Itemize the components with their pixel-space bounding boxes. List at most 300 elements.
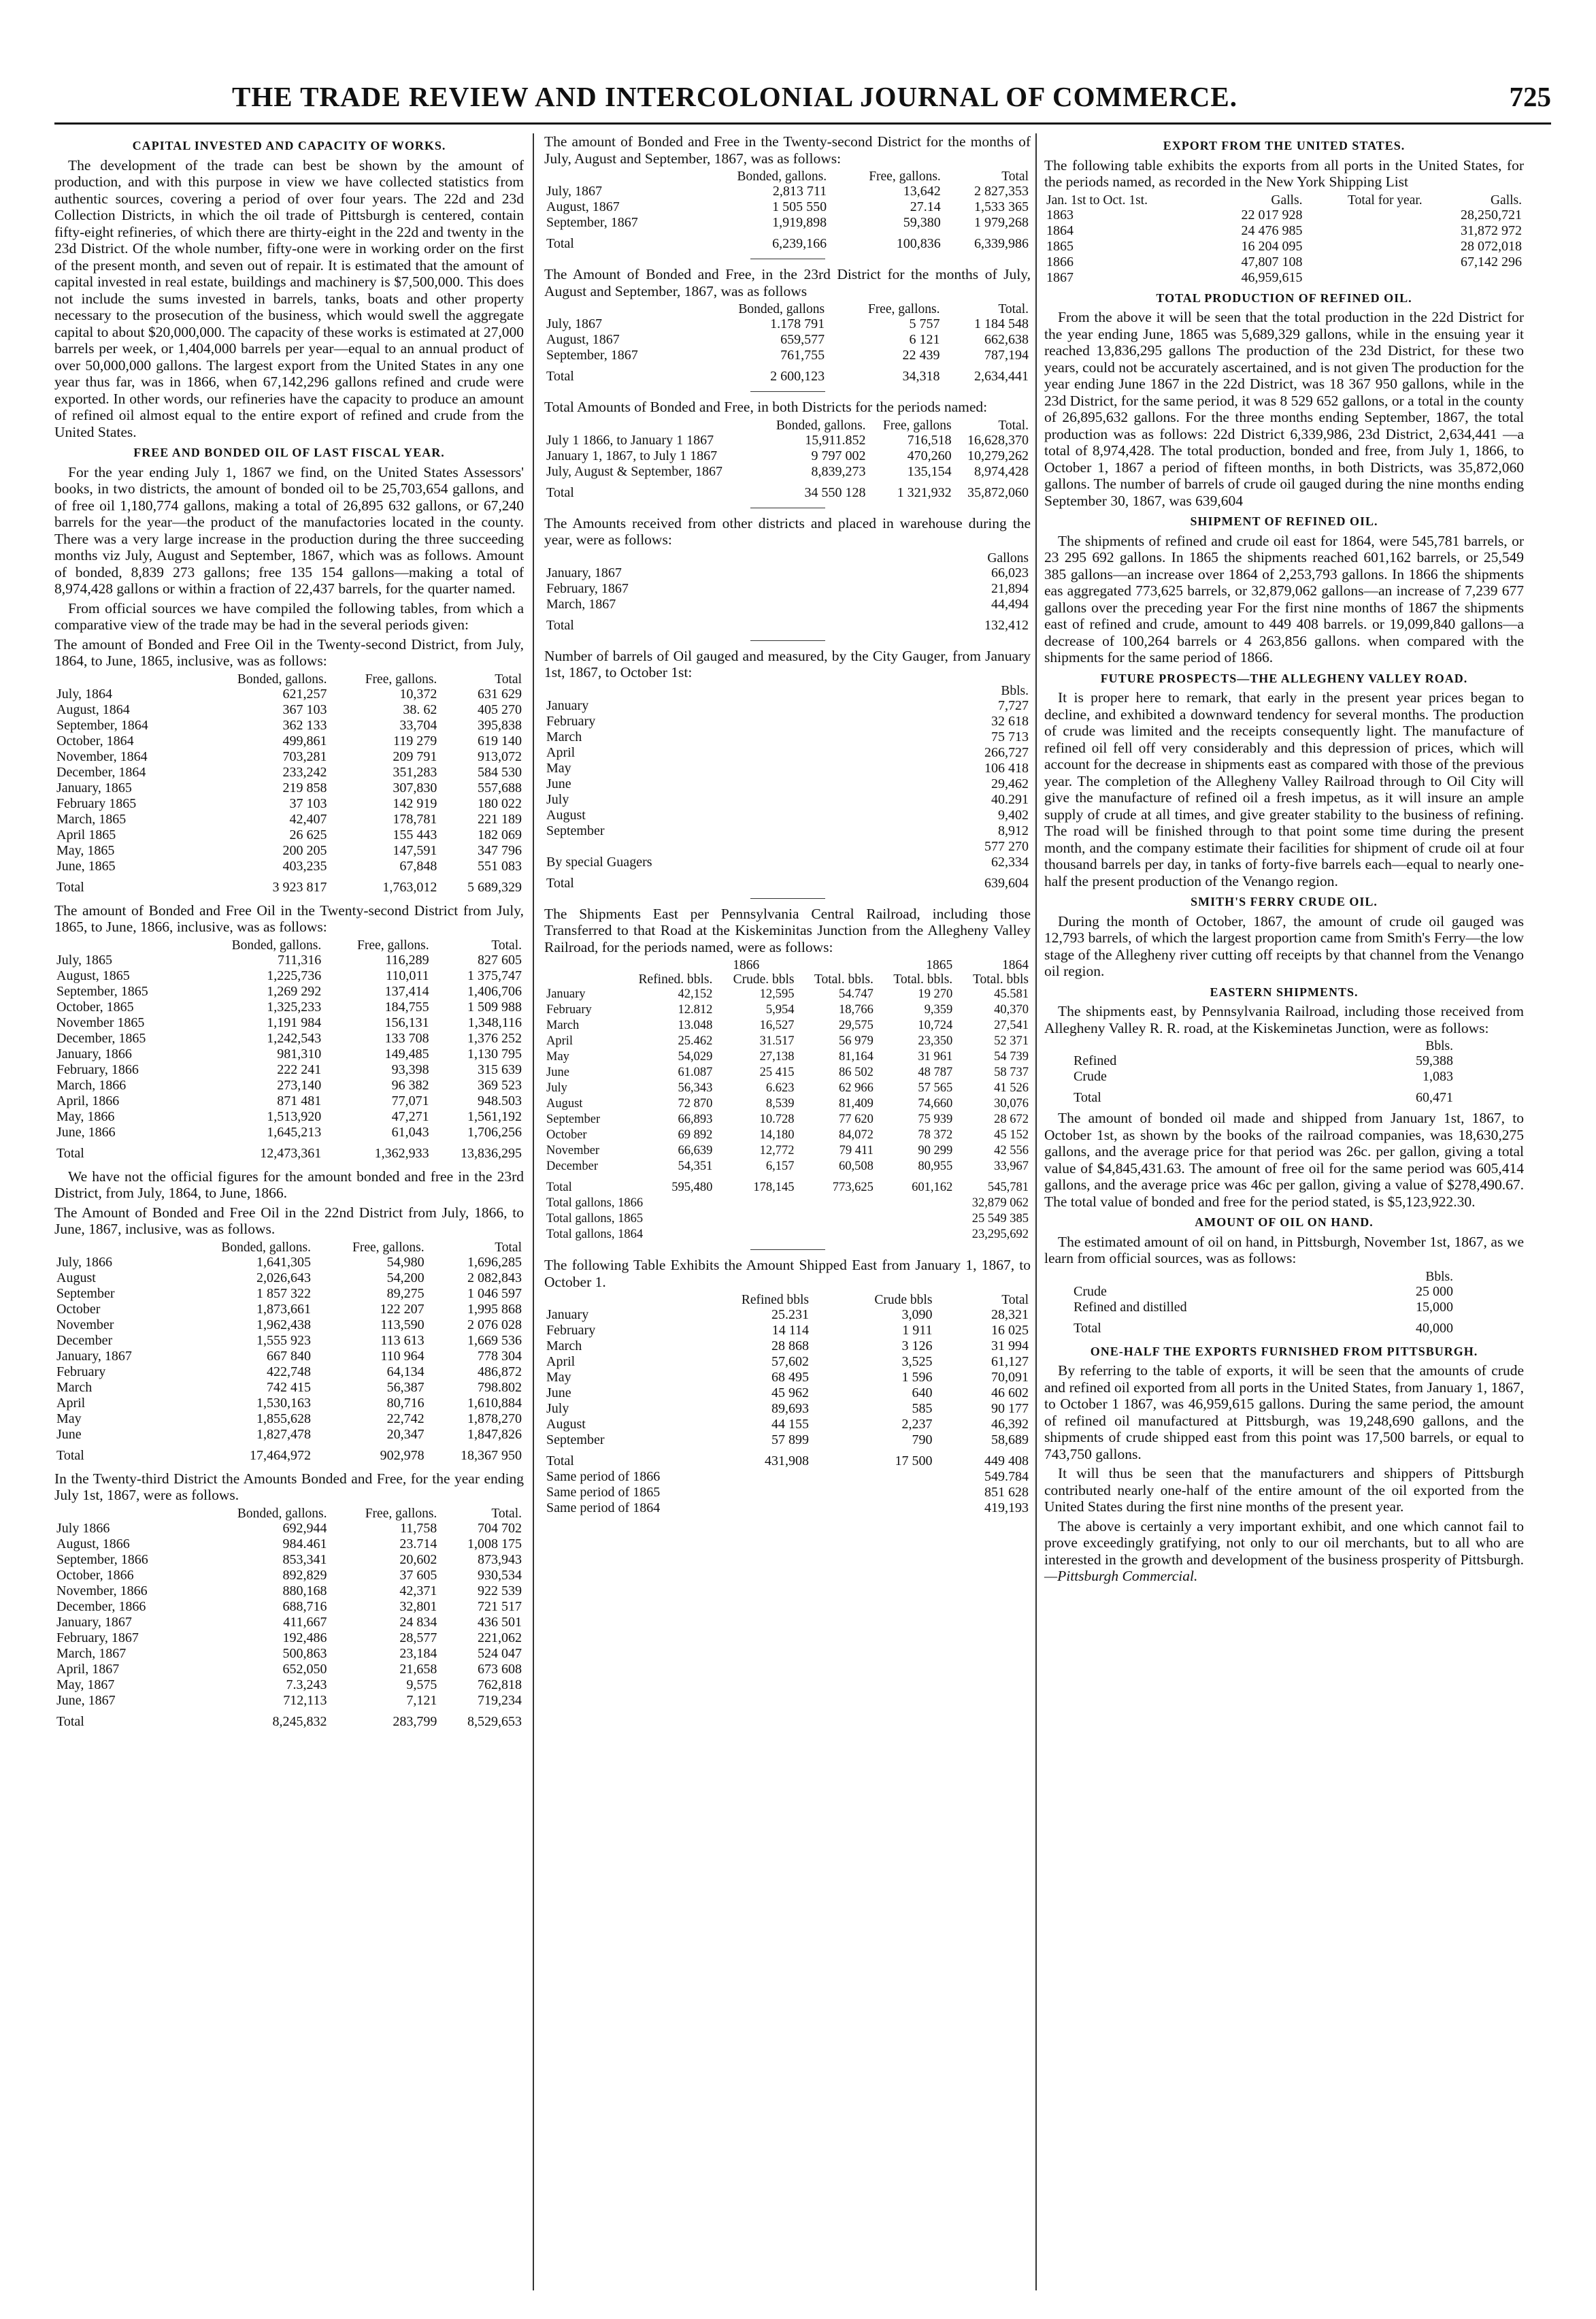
table-cell: 25 415 bbox=[759, 1066, 795, 1079]
total-cell: 132,412 bbox=[984, 617, 1029, 633]
table-cell: 524 047 bbox=[478, 1645, 522, 1661]
table-row bbox=[54, 1646, 524, 1662]
table-caption: The Amounts received from other districts and placed in warehouse during the year, were as follows: bbox=[544, 514, 1031, 548]
table-cell: 853,341 bbox=[282, 1551, 327, 1567]
table-row bbox=[544, 348, 1031, 363]
table-cell: 28,577 bbox=[399, 1630, 437, 1645]
table-cell: 8,839,273 bbox=[811, 463, 866, 479]
table-cell: September, 1867 bbox=[546, 215, 638, 230]
table-cell: 778 304 bbox=[478, 1348, 522, 1364]
table-cell: April bbox=[56, 1395, 86, 1411]
column-2 bbox=[544, 133, 1031, 1523]
table-cell: 1 911 bbox=[902, 1323, 933, 1338]
running-header bbox=[54, 80, 1551, 121]
total-cell: 12,473,361 bbox=[260, 1145, 322, 1161]
table-cell: 96 382 bbox=[391, 1077, 429, 1093]
table-row bbox=[54, 1568, 524, 1583]
table-cell: 89,693 bbox=[771, 1401, 809, 1416]
table-cell: 1,641,305 bbox=[256, 1254, 312, 1270]
table-cell: 77,071 bbox=[391, 1093, 429, 1108]
table-row bbox=[544, 1500, 1031, 1516]
paragraph-compiled: From official sources we have compiled the following tables, from which a comparative view of the trade may be had in the several periods given: bbox=[54, 599, 524, 633]
table-cell: March, 1867 bbox=[546, 596, 616, 612]
table-row bbox=[54, 1427, 524, 1443]
total-row bbox=[54, 1709, 524, 1730]
table-cell: 369 523 bbox=[478, 1077, 522, 1093]
table-cell: July, 1867 bbox=[546, 316, 603, 331]
table-cell: 499,861 bbox=[282, 733, 327, 749]
table-row bbox=[54, 843, 524, 859]
table-cell: June, 1865 bbox=[56, 858, 116, 874]
table-row bbox=[544, 1432, 1031, 1448]
table-cell: 23.714 bbox=[399, 1536, 437, 1551]
table-row bbox=[54, 1662, 524, 1677]
paragraph-shipment: The shipments of refined and crude oil east for 1864, were 545,781 barrels, or 23 295 692 gallons. In 1865 the shipments reached 601,162 barrels, or 25,549 385 gallons—an increase over 1864 of 2,253,793 gallons. In 1866 the shipments eas aggregated 773,625 barrels, or 32,879,062 gallons—an increase of 7,239 677 gallons over the preceding year For the first nine months of 1867 the shipments east of refined and crude, amount to 449 408 barrels. or 19,099,840 gallons—a decrease of 100,264 barrels or 4 263,856 gallons. when compared with the shipments for the same period of 1866. bbox=[1044, 532, 1524, 665]
table-cell: 233,242 bbox=[282, 764, 327, 780]
table-cell: 45.581 bbox=[994, 987, 1029, 1001]
table-cell: 1,847,826 bbox=[467, 1426, 522, 1442]
table-row bbox=[544, 1338, 1031, 1354]
total-cell: 8,529,653 bbox=[467, 1713, 522, 1729]
table-row bbox=[54, 968, 524, 984]
table-cell: 45 152 bbox=[994, 1128, 1029, 1142]
table-cell: 913,072 bbox=[478, 749, 522, 764]
table-row bbox=[544, 1081, 1031, 1096]
table-row bbox=[1044, 239, 1524, 254]
table-cell: 1,610,884 bbox=[467, 1395, 522, 1411]
table-cell: 10,279,262 bbox=[967, 448, 1029, 463]
table-cell: 25 549 385 bbox=[971, 1212, 1029, 1226]
table-cell: 3,090 bbox=[901, 1307, 933, 1322]
table-cell: 1 596 bbox=[901, 1370, 933, 1385]
table-cell: November bbox=[546, 1144, 600, 1157]
table-cell: 110,011 bbox=[386, 968, 429, 983]
table-cell: 1,269 292 bbox=[267, 983, 322, 999]
table-row bbox=[544, 823, 1031, 839]
paragraph-one-half-3 bbox=[1044, 1518, 1524, 1585]
table-cell: October bbox=[56, 1301, 101, 1317]
table-cell: September, 1866 bbox=[56, 1551, 148, 1567]
column-header bbox=[54, 672, 193, 687]
table-cell: 113,590 bbox=[380, 1317, 425, 1332]
table-row bbox=[544, 808, 1031, 823]
section-heading-total-production: TOTAL PRODUCTION OF REFINED OIL. bbox=[1156, 291, 1412, 305]
table-row bbox=[544, 1018, 1031, 1034]
table-cell: 1,873,661 bbox=[256, 1301, 312, 1317]
separator bbox=[750, 640, 825, 641]
table-row bbox=[54, 1396, 524, 1411]
table-cell: 48 787 bbox=[918, 1066, 953, 1079]
total-cell: Total bbox=[546, 875, 574, 891]
table-cell: 307,830 bbox=[393, 780, 437, 795]
table-cell: 61,043 bbox=[391, 1124, 429, 1140]
table-cell: September bbox=[546, 1432, 605, 1447]
table-cell: 1867 bbox=[1046, 269, 1074, 285]
table-cell: 9,359 bbox=[924, 1003, 953, 1017]
table-cell: August, 1864 bbox=[56, 702, 130, 717]
table-cell: 1,225,736 bbox=[267, 968, 322, 983]
table-cell: 192,486 bbox=[282, 1630, 327, 1645]
table-cell: January bbox=[546, 697, 589, 713]
table-caption: The Shipments East per Pennsylvania Central Railroad, including those Transferred to that Road at the Kiskeminitas Junction from the Allegheny Valley Railroad, for the periods named, were as follows: bbox=[544, 905, 1031, 955]
table-row bbox=[54, 765, 524, 780]
table-cell: February bbox=[546, 713, 596, 729]
table-cell: 46,392 bbox=[991, 1417, 1029, 1432]
table-cell: 28,321 bbox=[991, 1307, 1029, 1322]
table-cell: 2,813 711 bbox=[772, 184, 827, 199]
table-cell: 585 bbox=[912, 1401, 933, 1416]
table-cell: Same period of 1864 bbox=[546, 1500, 661, 1515]
column-header: Bonded, gallons. bbox=[231, 938, 322, 953]
table-cell: 16 204 095 bbox=[1241, 238, 1303, 254]
table-cell: 2 076 028 bbox=[467, 1317, 522, 1332]
table-caption: The amount of Bonded and Free Oil in the Twenty-second District from July, 1865, to June, 1866, inclusive, was as follows: bbox=[54, 902, 524, 935]
table-cell: 719,234 bbox=[478, 1692, 522, 1708]
table-cell: 57 565 bbox=[918, 1081, 953, 1095]
table-cell: 155 443 bbox=[393, 827, 437, 842]
table-block-8 bbox=[544, 515, 1031, 634]
table-row bbox=[54, 1109, 524, 1125]
column-header: Bbls. bbox=[1425, 1039, 1453, 1053]
column-header bbox=[544, 972, 617, 987]
table-cell: 1,995 868 bbox=[467, 1301, 522, 1317]
total-row bbox=[544, 1448, 1031, 1469]
table-cell: 7,121 bbox=[406, 1692, 437, 1708]
table-cell: 66,023 bbox=[991, 565, 1029, 580]
column-header: Free, gallons. bbox=[357, 938, 429, 953]
table-row bbox=[1044, 270, 1524, 286]
table-cell: 84,072 bbox=[838, 1128, 874, 1142]
total-cell: 40,000 bbox=[1416, 1320, 1453, 1336]
table-cell: 46 602 bbox=[991, 1385, 1029, 1400]
table-cell: 75 939 bbox=[918, 1113, 953, 1126]
table-cell: 1 505 550 bbox=[772, 199, 827, 214]
table-cell: 42,152 bbox=[678, 987, 713, 1001]
page-number: 725 bbox=[1509, 81, 1551, 112]
table-cell: July 1866 bbox=[56, 1520, 110, 1536]
table-block-3 bbox=[54, 1204, 524, 1464]
table-cell: 1 857 322 bbox=[256, 1285, 312, 1301]
table-cell: April bbox=[546, 1034, 573, 1048]
table-cell: Same period of 1865 bbox=[546, 1485, 661, 1500]
table-block-10 bbox=[544, 906, 1031, 1243]
table-cell: 1,513,920 bbox=[267, 1108, 322, 1124]
table-cell: 37 605 bbox=[399, 1567, 437, 1583]
total-cell: 5 689,329 bbox=[467, 879, 522, 895]
total-cell: 1 321,932 bbox=[897, 484, 952, 500]
total-cell: Total bbox=[56, 1447, 84, 1463]
table-cell: September, 1867 bbox=[546, 348, 638, 363]
table-cell: July 1 1866, to January 1 1867 bbox=[546, 432, 714, 448]
table-cell: 1,191 984 bbox=[267, 1015, 322, 1030]
table-row bbox=[54, 1630, 524, 1646]
table-row bbox=[54, 827, 524, 843]
column-header: Galls. bbox=[1271, 193, 1303, 208]
table-row bbox=[544, 316, 1031, 332]
column-header: Free, gallons. bbox=[867, 302, 940, 316]
table-row bbox=[544, 1143, 1031, 1159]
total-cell: Total bbox=[546, 484, 574, 500]
table-cell: 27,541 bbox=[994, 1019, 1029, 1032]
eastern-table bbox=[1071, 1039, 1455, 1106]
table-block-9 bbox=[544, 648, 1031, 891]
table-cell: 27,138 bbox=[759, 1050, 795, 1064]
column-header: Total bbox=[495, 672, 522, 687]
table-row bbox=[544, 729, 1031, 745]
table-row bbox=[54, 734, 524, 749]
table-block-2 bbox=[54, 902, 524, 1162]
table-row bbox=[544, 1002, 1031, 1018]
table-row bbox=[544, 1385, 1031, 1401]
table-cell: 80,716 bbox=[386, 1395, 425, 1411]
table-row bbox=[54, 1615, 524, 1630]
header-rule bbox=[54, 122, 1551, 125]
table-block-4 bbox=[54, 1470, 524, 1730]
table-row bbox=[544, 1049, 1031, 1065]
table-cell: January bbox=[546, 1307, 589, 1322]
total-cell: Total bbox=[546, 369, 574, 384]
table-cell: 716,518 bbox=[907, 432, 952, 448]
table-row bbox=[544, 1211, 1031, 1227]
paragraph-one-half-1: By referring to the table of exports, it will be seen that the amounts of crude and refined oil exported from all ports in the United States, from January 1, 1867, to October 1 1867, was 46,959,615 gallons. During the same period, the amount of refined oil manufactured at Pittsburgh, was 19,248,690 gallons, and the shipments of crude shipped east from this point was 17,500 barrels, or equal to 743,750 gallons. bbox=[1044, 1362, 1524, 1462]
table-row bbox=[54, 953, 524, 968]
table-row bbox=[544, 215, 1031, 231]
table-cell: 871 481 bbox=[277, 1093, 322, 1108]
table-cell: 12,595 bbox=[759, 987, 795, 1001]
table-cell: October, 1866 bbox=[56, 1567, 134, 1583]
table-cell: 18,766 bbox=[838, 1003, 874, 1017]
total-row bbox=[544, 870, 1031, 891]
table-cell: March bbox=[546, 1019, 580, 1032]
section-heading-future: FUTURE PROSPECTS—THE ALLEGHENY VALLEY ROAD. bbox=[1100, 671, 1468, 685]
table-cell: 86 502 bbox=[838, 1066, 874, 1079]
table-cell: January bbox=[546, 987, 586, 1001]
total-cell: 18,367 950 bbox=[461, 1447, 522, 1463]
table-cell: 62 966 bbox=[838, 1081, 874, 1095]
table-row bbox=[54, 1093, 524, 1109]
table-caption: Total Amounts of Bonded and Free, in both Districts for the periods named: bbox=[544, 399, 988, 415]
table-cell: 31.517 bbox=[759, 1034, 795, 1048]
table-cell: 149,485 bbox=[384, 1046, 429, 1062]
table-cell: 1863 bbox=[1046, 207, 1074, 223]
column-header: Total. bbox=[998, 302, 1029, 316]
column-header: Bonded, gallons. bbox=[237, 1506, 327, 1521]
table-cell: February, 1866 bbox=[56, 1062, 139, 1077]
table-cell: 57 899 bbox=[771, 1432, 809, 1447]
table-cell: 61,127 bbox=[991, 1354, 1029, 1369]
data-table bbox=[54, 672, 524, 895]
total-row bbox=[1071, 1085, 1455, 1106]
table-cell: 436 501 bbox=[478, 1614, 522, 1630]
table-cell: August bbox=[546, 807, 586, 823]
table-cell: 704 702 bbox=[478, 1520, 522, 1536]
table-cell: 10.728 bbox=[759, 1113, 795, 1126]
table-cell: By special Guagers bbox=[546, 854, 652, 870]
column-3 bbox=[1044, 133, 1524, 1588]
table-row bbox=[544, 332, 1031, 348]
table-row bbox=[1071, 1284, 1455, 1300]
table-cell: 31 961 bbox=[918, 1050, 953, 1064]
table-cell: 1 979,268 bbox=[974, 215, 1029, 230]
table-cell: July bbox=[546, 791, 569, 807]
data-table bbox=[544, 551, 1031, 634]
table-cell: 1,696,285 bbox=[467, 1254, 522, 1270]
table-cell: 486,872 bbox=[478, 1364, 522, 1379]
table-cell: Crude bbox=[1074, 1283, 1107, 1299]
table-cell: 119 279 bbox=[393, 733, 437, 749]
column-header bbox=[544, 302, 690, 316]
separator bbox=[750, 391, 825, 392]
table-cell: 22 439 bbox=[902, 348, 940, 363]
table-cell: 422,748 bbox=[267, 1364, 312, 1379]
table-row bbox=[54, 780, 524, 796]
section-heading-one-half: ONE-HALF THE EXPORTS FURNISHED FROM PITTSBURGH. bbox=[1090, 1344, 1478, 1358]
table-cell: 351,283 bbox=[393, 764, 437, 780]
table-cell: 80,955 bbox=[918, 1160, 953, 1173]
table-cell: March, 1866 bbox=[56, 1077, 127, 1093]
total-cell: 283,799 bbox=[393, 1713, 437, 1729]
column-header: Free, gallons. bbox=[365, 1506, 437, 1521]
table-row bbox=[544, 1401, 1031, 1417]
table-row bbox=[54, 1125, 524, 1140]
table-cell: 798.802 bbox=[478, 1379, 522, 1395]
total-cell: 34,318 bbox=[902, 369, 940, 384]
table-row bbox=[544, 1096, 1031, 1112]
table-cell: 19 270 bbox=[918, 987, 953, 1001]
table-row bbox=[54, 1552, 524, 1568]
table-row bbox=[544, 1112, 1031, 1128]
table-cell: 1,645,213 bbox=[267, 1124, 322, 1140]
table-cell: 1,561,192 bbox=[467, 1108, 522, 1124]
table-cell: 470,260 bbox=[907, 448, 952, 463]
table-cell: 12.812 bbox=[678, 1003, 713, 1017]
table-cell: December bbox=[56, 1332, 113, 1348]
table-row bbox=[54, 1521, 524, 1536]
table-row bbox=[544, 745, 1031, 761]
table-row bbox=[544, 1034, 1031, 1049]
total-cell: 601,162 bbox=[912, 1181, 953, 1194]
total-cell: 17,464,972 bbox=[250, 1447, 312, 1463]
section-heading-export: EXPORT FROM THE UNITED STATES. bbox=[1163, 139, 1406, 152]
table-row bbox=[1044, 254, 1524, 270]
table-cell: 395,838 bbox=[478, 717, 522, 733]
total-cell: 34 550 128 bbox=[804, 484, 866, 500]
table-cell: April bbox=[546, 744, 576, 760]
table-cell: 557,688 bbox=[478, 780, 522, 795]
table-cell: 69 892 bbox=[678, 1128, 713, 1142]
table-row bbox=[54, 1000, 524, 1015]
table-cell: 5,954 bbox=[765, 1003, 795, 1017]
table-cell: 1,555 923 bbox=[256, 1332, 312, 1348]
table-cell: July, August & September, 1867 bbox=[546, 463, 723, 479]
table-row bbox=[54, 1599, 524, 1615]
table-cell: 2,237 bbox=[901, 1417, 933, 1432]
total-cell: 2,634,441 bbox=[974, 369, 1029, 384]
table-cell: August bbox=[546, 1097, 583, 1111]
column-header: Total bbox=[495, 1240, 522, 1255]
table-cell: 66,639 bbox=[678, 1144, 713, 1157]
table-cell: 67,848 bbox=[399, 858, 437, 874]
table-cell: 58 737 bbox=[994, 1066, 1029, 1079]
data-table bbox=[544, 684, 1031, 891]
column-divider bbox=[533, 133, 534, 2290]
table-row bbox=[544, 1159, 1031, 1174]
table-cell: October, 1864 bbox=[56, 733, 134, 749]
table-cell: 28,250,721 bbox=[1461, 207, 1522, 223]
table-cell: September bbox=[56, 1285, 115, 1301]
section-heading-capital: CAPITAL INVESTED AND CAPACITY OF WORKS. bbox=[132, 139, 446, 152]
table-cell: August, 1866 bbox=[56, 1536, 130, 1551]
column-header bbox=[544, 169, 688, 184]
total-cell: 2 600,123 bbox=[770, 369, 825, 384]
table-cell: 54 739 bbox=[994, 1050, 1029, 1064]
table-cell: 20,602 bbox=[399, 1551, 437, 1567]
table-block-7 bbox=[544, 399, 1031, 501]
table-cell: 922 539 bbox=[478, 1583, 522, 1598]
column-header: Bonded, gallons bbox=[738, 302, 825, 316]
table-cell: 873,943 bbox=[478, 1551, 522, 1567]
table-row bbox=[544, 1354, 1031, 1370]
table-cell: August, 1867 bbox=[546, 332, 620, 347]
data-table bbox=[54, 938, 524, 1162]
year-header: 1865 bbox=[926, 958, 953, 972]
table-cell: 1,242,543 bbox=[267, 1030, 322, 1046]
table-caption: The following Table Exhibits the Amount Shipped East from January 1, 1867, to October 1. bbox=[544, 1257, 1031, 1290]
table-cell: 1866 bbox=[1046, 254, 1074, 269]
column-header: Free, gallons. bbox=[352, 1240, 425, 1255]
table-cell: 75 713 bbox=[991, 729, 1029, 744]
table-cell: 8,974,428 bbox=[974, 463, 1029, 479]
table-row bbox=[544, 792, 1031, 808]
table-cell: 25.462 bbox=[678, 1034, 713, 1048]
table-row bbox=[544, 776, 1031, 792]
data-table bbox=[544, 958, 1031, 1243]
table-cell: 54,029 bbox=[678, 1050, 713, 1064]
table-cell: 1,827,478 bbox=[256, 1426, 312, 1442]
table-cell: 549.784 bbox=[984, 1469, 1029, 1484]
table-cell: 1,919,898 bbox=[772, 215, 827, 230]
table-cell: 8,912 bbox=[998, 823, 1029, 838]
table-row bbox=[544, 448, 1031, 464]
paragraph-capital: The development of the trade can best be shown by the amount of production, and with this purpose in view we have collected statistics from authentic sources, covering a period of over four years. The 22d and 23d Collection Districts, in which the oil trade of Pittsburgh is centered, contain fifty-eight refineries, of which there are thirty-eight in the 22d and twenty in the 23d District. Of the whole number, fifty-one were in working order on the first of the present month, and seven out of repair. It is estimated that the amount of capital invested in real estate, buildings and machinery is $7,500,000. This does not include the sums invested in barrels, tanks, boats and other property necessary to the prosecution of the business, which would swell the aggregate capital to about $20,000,000. The capacity of these works is estimated at 27,000 barrels per week, or 1,404,000 barrels per year—equal to an annual product of over 50,000,000 gallons. The largest export from the United States in any one year thus far, was in 1866, when 67,142,296 gallons refined and crude were exported. In other words, our refineries have the capacity to produce an amount of refined oil almost equal to the entire export of refined and crude from the United States. bbox=[54, 157, 524, 440]
year-header: 1864 bbox=[1002, 958, 1029, 972]
table-cell: May bbox=[56, 1411, 82, 1426]
table-cell: 58,689 bbox=[991, 1432, 1029, 1447]
table-cell: 29,462 bbox=[991, 776, 1029, 791]
table-cell: 28 072,018 bbox=[1461, 238, 1522, 254]
table-cell: October bbox=[546, 1128, 587, 1142]
table-cell: 15,911.852 bbox=[805, 432, 866, 448]
column-header: Total. bbox=[491, 1506, 522, 1521]
table-cell: July, 1866 bbox=[56, 1254, 113, 1270]
table-cell: 1,706,256 bbox=[467, 1124, 522, 1140]
table-cell: 61.087 bbox=[678, 1066, 713, 1079]
table-cell: 78 372 bbox=[918, 1128, 953, 1142]
table-cell: 23,184 bbox=[399, 1645, 437, 1661]
table-cell: 23,350 bbox=[918, 1034, 953, 1048]
column-header: Bonded, gallons. bbox=[776, 418, 866, 433]
table-cell: 892,829 bbox=[282, 1567, 327, 1583]
table-cell: March bbox=[56, 1379, 93, 1395]
table-cell: 15,000 bbox=[1416, 1299, 1453, 1315]
table-cell: 60,508 bbox=[838, 1160, 874, 1173]
table-cell: September, 1864 bbox=[56, 717, 148, 733]
table-block-5 bbox=[544, 133, 1031, 252]
total-cell: 545,781 bbox=[987, 1181, 1029, 1194]
table-row bbox=[544, 761, 1031, 776]
column-header: Crude. bbls bbox=[733, 972, 795, 987]
table-cell: 3 126 bbox=[901, 1338, 933, 1353]
